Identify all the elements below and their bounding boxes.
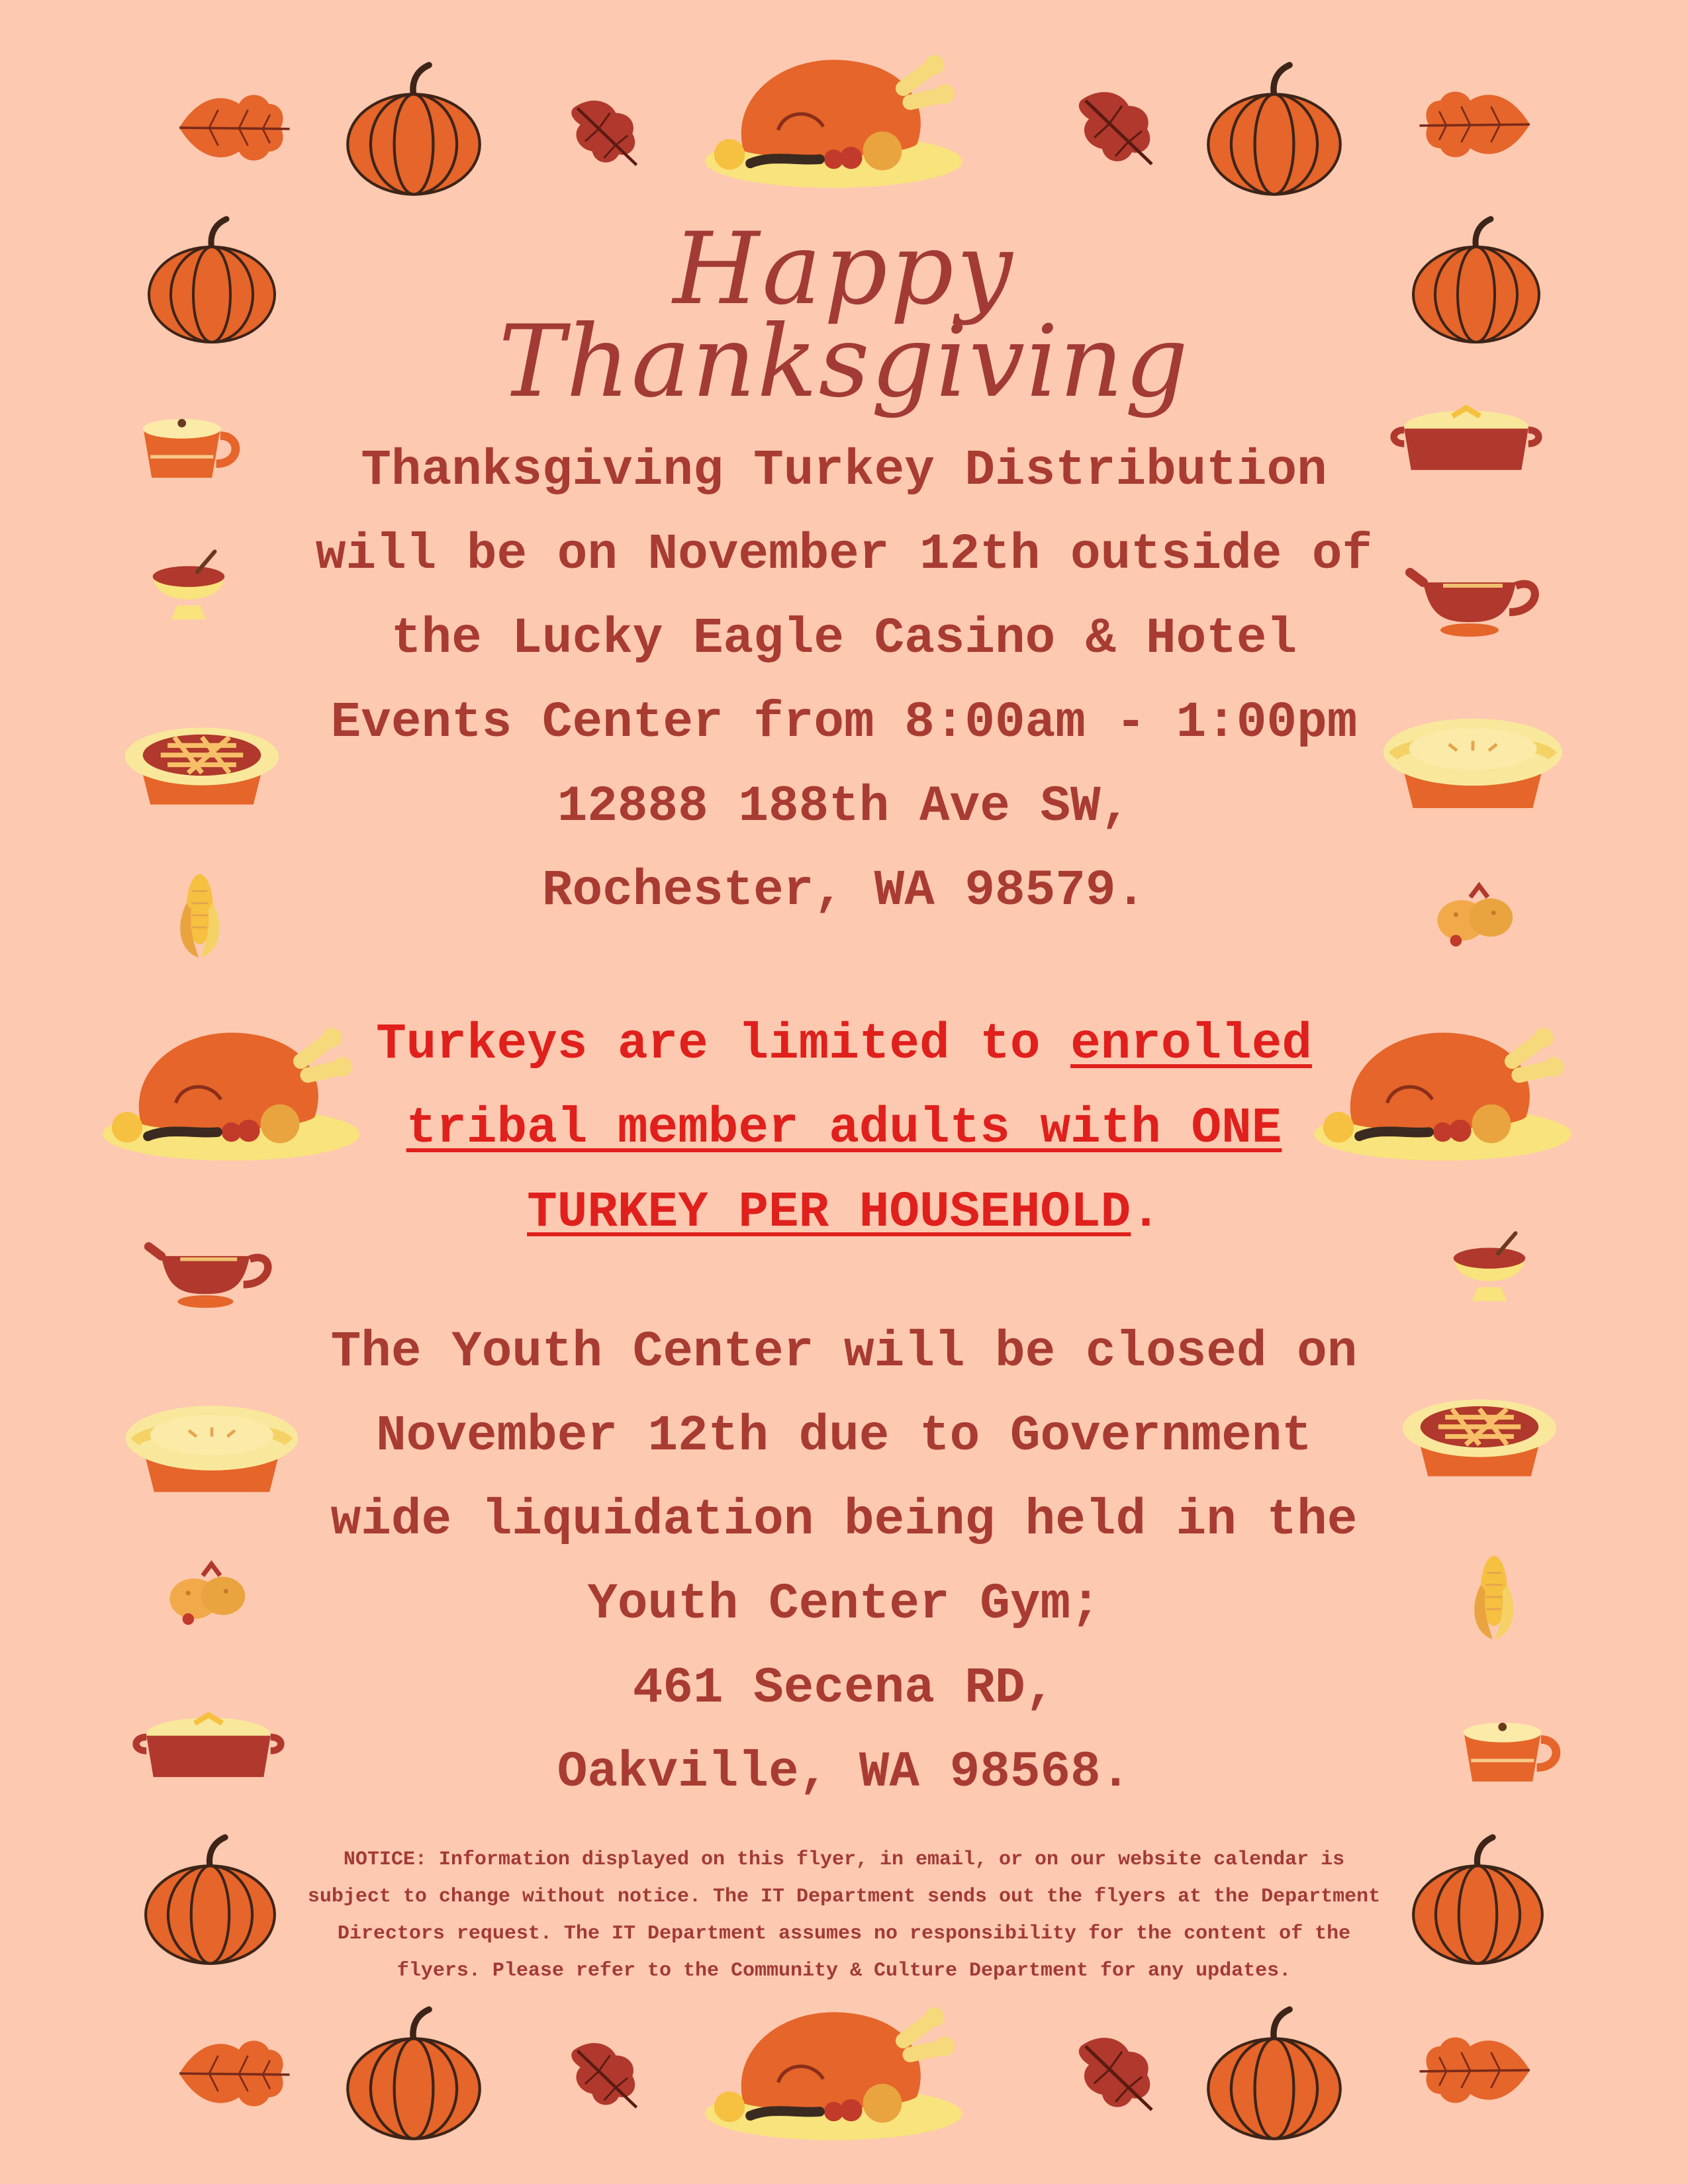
dark-leaf-icon [563,89,645,172]
distribution-line: Thanksgiving Turkey Distribution [361,442,1327,499]
oak-leaf-icon [173,86,293,169]
pumpkin-icon [344,2005,483,2144]
distribution-line: will be on November 12th outside of [315,526,1373,583]
limit-end: . [1131,1184,1161,1241]
limit-lead: Turkeys are limited to [376,1016,1071,1073]
limit-line [265,1171,1423,1255]
youth-line: wide liquidation being held in the [330,1492,1358,1549]
cranberry-bowl-icon [142,543,235,630]
notice-line: subject to change without notice. The IT Department sends out the flyers at the Department [307,1886,1381,1908]
notice-line: Directors request. The IT Department assumes no responsibility for the content of the [337,1923,1351,1945]
potatoes-icon [162,1555,255,1631]
dark-leaf-icon [1059,2025,1172,2118]
distribution-line: Rochester, WA 98579. [541,862,1147,919]
corn-icon [1456,1549,1529,1645]
corn-icon [162,867,235,964]
distribution-line: the Lucky Eagle Casino & Hotel [391,610,1297,667]
title-thanksgiving: Thanksgiving [498,304,1190,420]
limit-underlined: TURKEY PER HOUSEHOLD [527,1184,1131,1241]
distribution-details [265,429,1423,933]
lattice-pie-icon [119,702,285,811]
youth-center-closure [265,1310,1423,1815]
soup-cup-icon [1450,1698,1562,1796]
notice-disclaimer [265,1841,1423,1989]
limit-line [265,1087,1423,1171]
youth-line: The Youth Center will be closed on [330,1324,1358,1381]
pumpkin-icon [344,61,483,200]
gravy-boat-icon [142,1224,281,1313]
notice-line: NOTICE: Information displayed on this flyer, in email, or on our website calendar is [343,1848,1345,1871]
title-happy: Happy [673,212,1015,327]
oak-leaf-icon [173,2032,293,2115]
oak-leaf-icon [1417,83,1536,166]
oak-leaf-icon [1417,2028,1536,2112]
dark-leaf-icon [563,2032,645,2115]
roast-turkey-icon [702,40,980,193]
youth-line: Youth Center Gym; [587,1576,1101,1633]
pumpkin-icon [1205,61,1344,200]
pumpkin-icon [1410,1833,1546,1969]
youth-line: Oakville, WA 98568. [557,1744,1131,1801]
limit-underlined: enrolled [1070,1016,1312,1073]
gravy-boat-icon [1403,549,1549,642]
distribution-line: 12888 188th Ave SW, [557,778,1131,835]
pumpkin-icon [1205,2005,1344,2144]
distribution-line: Events Center from 8:00am - 1:00pm [330,694,1358,751]
limit-underlined: tribal member adults with ONE [406,1100,1282,1157]
turkey-limit-notice [265,1003,1423,1255]
cranberry-bowl-icon [1443,1224,1536,1312]
pumpkin-icon [142,1833,278,1969]
youth-line: 461 Secena RD, [632,1660,1056,1717]
notice-line: flyers. Please refer to the Community & Culture Department for any updates. [397,1960,1291,1982]
limit-line [265,1003,1423,1087]
youth-line: November 12th due to Government [376,1408,1312,1465]
potatoes-icon [1430,877,1523,952]
dark-leaf-icon [1059,79,1172,172]
roast-turkey-icon [702,1992,980,2145]
